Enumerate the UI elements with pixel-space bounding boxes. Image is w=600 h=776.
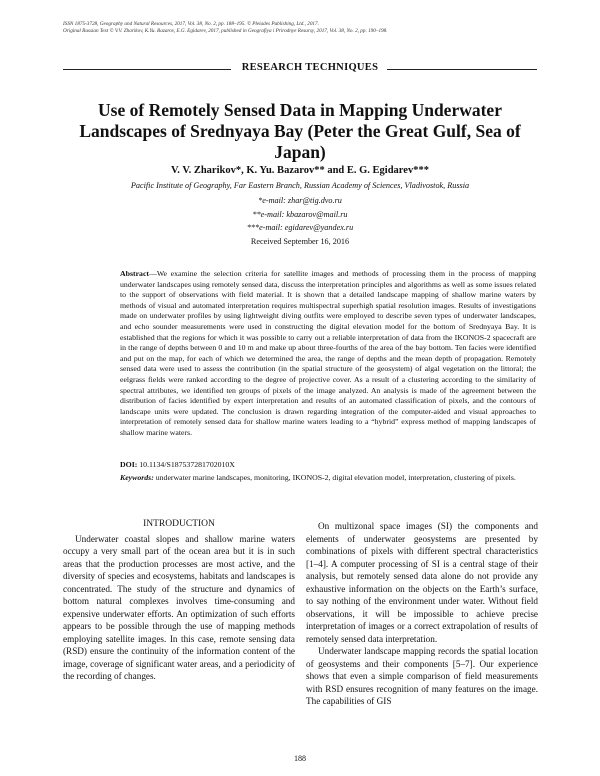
intro-paragraph-3: Underwater landscape mapping records the spatial location of geosystems and their components [5–7]. Our experience shows that even a simple comparison of field measurements with RSD ensures recognition of many features on the image. The capabilities of GIS <box>306 646 538 706</box>
abstract <box>120 269 536 439</box>
issn-line: ISSN 1875-3728, Geography and Natural Resources, 2017, Vol. 38, No. 2, pp. 188–195. © Pleiades Publishing, Ltd., 2017. <box>63 21 319 27</box>
doi-label: DOI: <box>120 460 138 469</box>
paper-title: Use of Remotely Sensed Data in Mapping Underwater Landscapes of Srednyaya Bay (Peter the Great Gulf, Sea of Japan) <box>79 100 521 162</box>
section-rule-right <box>387 69 537 70</box>
keywords-label: Keywords: <box>120 473 154 482</box>
affiliation: Pacific Institute of Geography, Far Eastern Branch, Russian Academy of Sciences, Vladivostok, Russia <box>130 181 470 190</box>
authors: V. V. Zharikov*, K. Yu. Bazarov** and E. G. Egidarev*** <box>171 165 429 176</box>
email-bazarov: **e-mail: kbazarov@mail.ru <box>252 210 348 219</box>
section-rule-left <box>63 69 231 70</box>
section-heading <box>63 62 537 76</box>
column-left <box>63 518 295 683</box>
abstract-text: —We examine the selection criteria for satellite images and methods of processing them in the process of mapping underwater landscapes using remotely sensed data, discuss the interpretation principles and algorithms as well as some issues related to the support of observations with field material. It is shown that a detailed landscape mapping of shallow marine waters by methods of visual and automated interpretation requires multispectral superhigh spatial resolution images. Results of investigations made on underwater profiles by using lightweight diving outfits were employed to describe seven types of underwater landscapes, and echo sounder measurements were used in constructing the digital elevation model for the bottom of Srednyaya Bay. It is established that the regions for which it was possible to carry out a reliable interpretation of data from the IKONOS-2 spacecraft are in the range of depths between 0 and 10 m and make up about three-fourths of the area of the bay bottom. Ten facies were identified and put on the map, for each of which we determined the area, the range of depths and the mean depth of propagation. Remotely sensed data were used to assess the contribution (in the spatial structure of the geosystem) of algal vegetation on the littoral; the eelgrass fields were ranked according to the degree of projective cover. As a result of a clustering according to the similarity of spectral attributes, we identified ten groups of pixels of the image analyzed. An analysis is made of the agreement between the distribution of facies identified by expert interpretation and results of an automated classification of pixels, and the contours of landscape units were updated. The conclusion is drawn regarding integration of the computer-aided and visual approaches to interpretation of remotely sensed data for shallow marine waters leading to a “hybrid” express method of mapping landscapes of shallow marine waters. <box>120 269 536 437</box>
intro-paragraph-2: On multizonal space images (SI) the components and elements of underwater geosystems are presented by combinations of pixels with different spectral characteristics [1–4]. A computer processing of SI is a central stage of their analysis, but remotely sensed data alone do not provide any exhaustive information on the objects on the Earth’s surface, to say nothing of the environment under water. Without field observations, it will be impossible to achieve precise interpretation of images or a correct extrapolation of results of remotely sensed data interpretation. <box>306 521 538 644</box>
page-number: 188 <box>294 754 306 763</box>
doi <box>120 460 536 469</box>
email-egidarev: ***e-mail: egidarev@yandex.ru <box>246 223 354 232</box>
intro-paragraph-1: Underwater coastal slopes and shallow marine waters occupy a very small part of the ocean area but it is in such areas that the production processes are most active, and the diversity of species and ecosystems, habitats and landscapes is concentrated. The study of the structure and dynamics of bottom natural complexes involves time-consuming and expensive underwater efforts. An optimization of such efforts appears to be possible through the use of mapping methods employing satellite images. In this case, remote sensing data (RSD) ensure the continuity of the information content of the image, coverage of significant water areas, and a periodicity of the recording of changes. <box>63 533 295 681</box>
column-right <box>306 520 538 708</box>
abstract-label: Abstract <box>120 269 150 278</box>
email-zharikov: *e-mail: zhar@tig.dvo.ru <box>258 196 342 205</box>
journal-header <box>63 21 543 35</box>
doi-value: 10.1134/S187537281702010X <box>139 460 235 469</box>
original-text-line: Original Russian Text © V.V. Zharikov, K.Yu. Bazarov, E.G. Egidarev, 2017, published in Geografiya i Prirodnye Resursy, 2017, Vol. 38, No. 2, pp. 190–198. <box>63 28 388 34</box>
keywords-text: underwater marine landscapes, monitoring, IKONOS-2, digital elevation model, interpretation, clustering of pixels. <box>155 473 516 482</box>
received-date: Received September 16, 2016 <box>250 237 350 246</box>
section-label: RESEARCH TECHNIQUES <box>241 62 379 73</box>
introduction-heading: INTRODUCTION <box>143 519 215 529</box>
keywords <box>120 473 536 484</box>
